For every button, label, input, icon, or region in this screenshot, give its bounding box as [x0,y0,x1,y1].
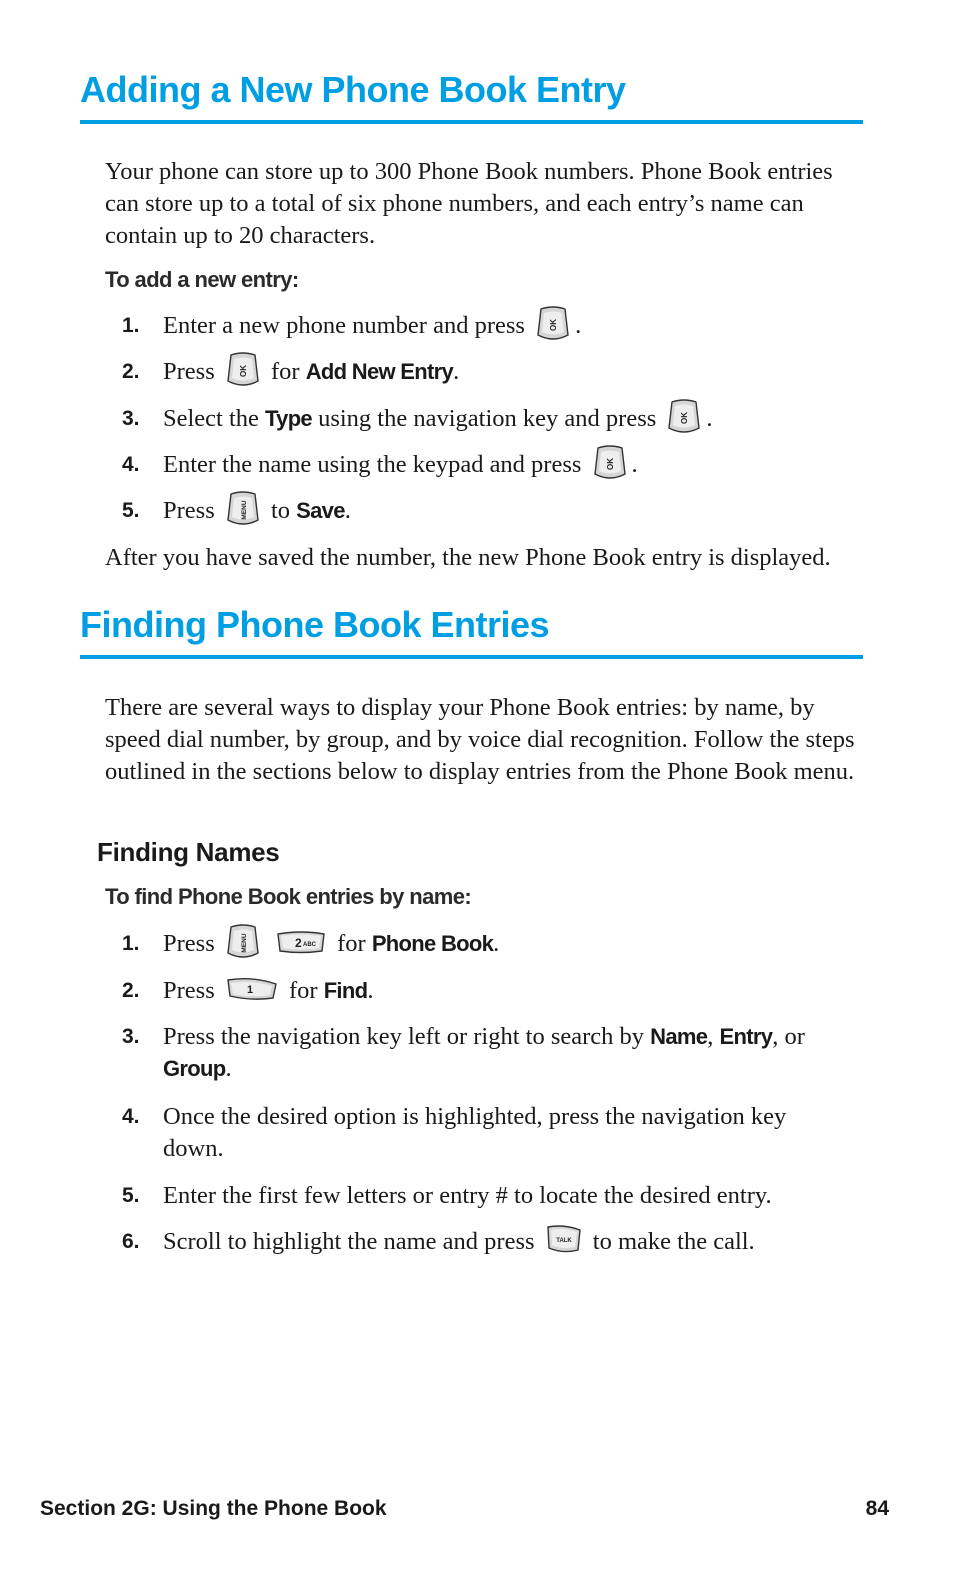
svg-text:OK: OK [238,365,248,378]
ok-key-icon [666,398,702,436]
one-key-icon [225,976,279,1002]
page-number: 84 [865,1497,889,1520]
svg-text:2: 2 [294,936,302,951]
intro-paragraph: Your phone can store up to 300 Phone Book numbers. Phone Book entries can store up to a total of six phone numbers, and each entry’s name can contain up to 20 characters. [105,158,833,249]
step-add-4: 4. Enter the name using the keypad and press OK . [122,449,862,482]
step-add-3: 3. Select the Type using the navigation key and press OK . [122,403,862,436]
heading-rule [80,655,863,659]
svg-text:1: 1 [246,984,253,997]
lead-add-entry: To add a new entry: [105,267,299,292]
svg-text:OK: OK [680,412,690,425]
svg-text:MENU: MENU [240,933,248,953]
section-title-finding-entries: Finding Phone Book Entries [80,604,550,645]
step-find-3: 3. Press the navigation key left or right to search by Name, Entry, or Group. [122,1023,805,1082]
svg-text:OK: OK [549,319,559,332]
step-add-5: 5. Press MENU to Save. [122,495,862,528]
step-find-6: 6. Scroll to highlight the name and press TALK to make the call. [122,1226,862,1258]
menu-key-icon [225,490,261,528]
two-abc-key-icon [275,929,327,955]
ok-key-icon [225,351,261,389]
step-add-1: 1. Enter a new phone number and press OK . [122,310,862,343]
talk-key-icon [545,1224,583,1256]
step-find-1: 1. Press MENU 2 ABC for Phone Book. [122,928,862,961]
step-find-2: 2. Press 1 for Find. [122,977,374,1004]
svg-text:ABC: ABC [302,942,316,949]
footer-section-label: Section 2G: Using the Phone Book [40,1497,387,1520]
subheading-finding-names: Finding Names [97,837,280,867]
ok-key-icon [592,444,628,482]
ok-key-icon [535,305,571,343]
svg-text:MENU: MENU [240,500,248,520]
heading-rule [80,120,863,124]
section-title-adding-entry: Adding a New Phone Book Entry [80,69,626,110]
menu-key-icon [225,923,261,961]
svg-text:OK: OK [605,458,615,471]
step-find-5: 5. Enter the first few letters or entry # to locate the desired entry. [122,1182,772,1209]
step-add-2: 2. Press OK for Add New Entry. [122,356,862,389]
svg-text:TALK: TALK [555,1238,572,1245]
step-find-4: 4. Once the desired option is highlighted, press the navigation key down. [122,1103,787,1162]
lead-find-by-name: To find Phone Book entries by name: [105,884,472,909]
finding-intro-paragraph: There are several ways to display your Phone Book entries: by name, by speed dial number, by group, and by voice dial recognition. Follow the steps outlined in the sections below to display entries from the Phone Book menu. [105,694,855,785]
outro-paragraph: After you have saved the number, the new Phone Book entry is displayed. [105,544,831,571]
